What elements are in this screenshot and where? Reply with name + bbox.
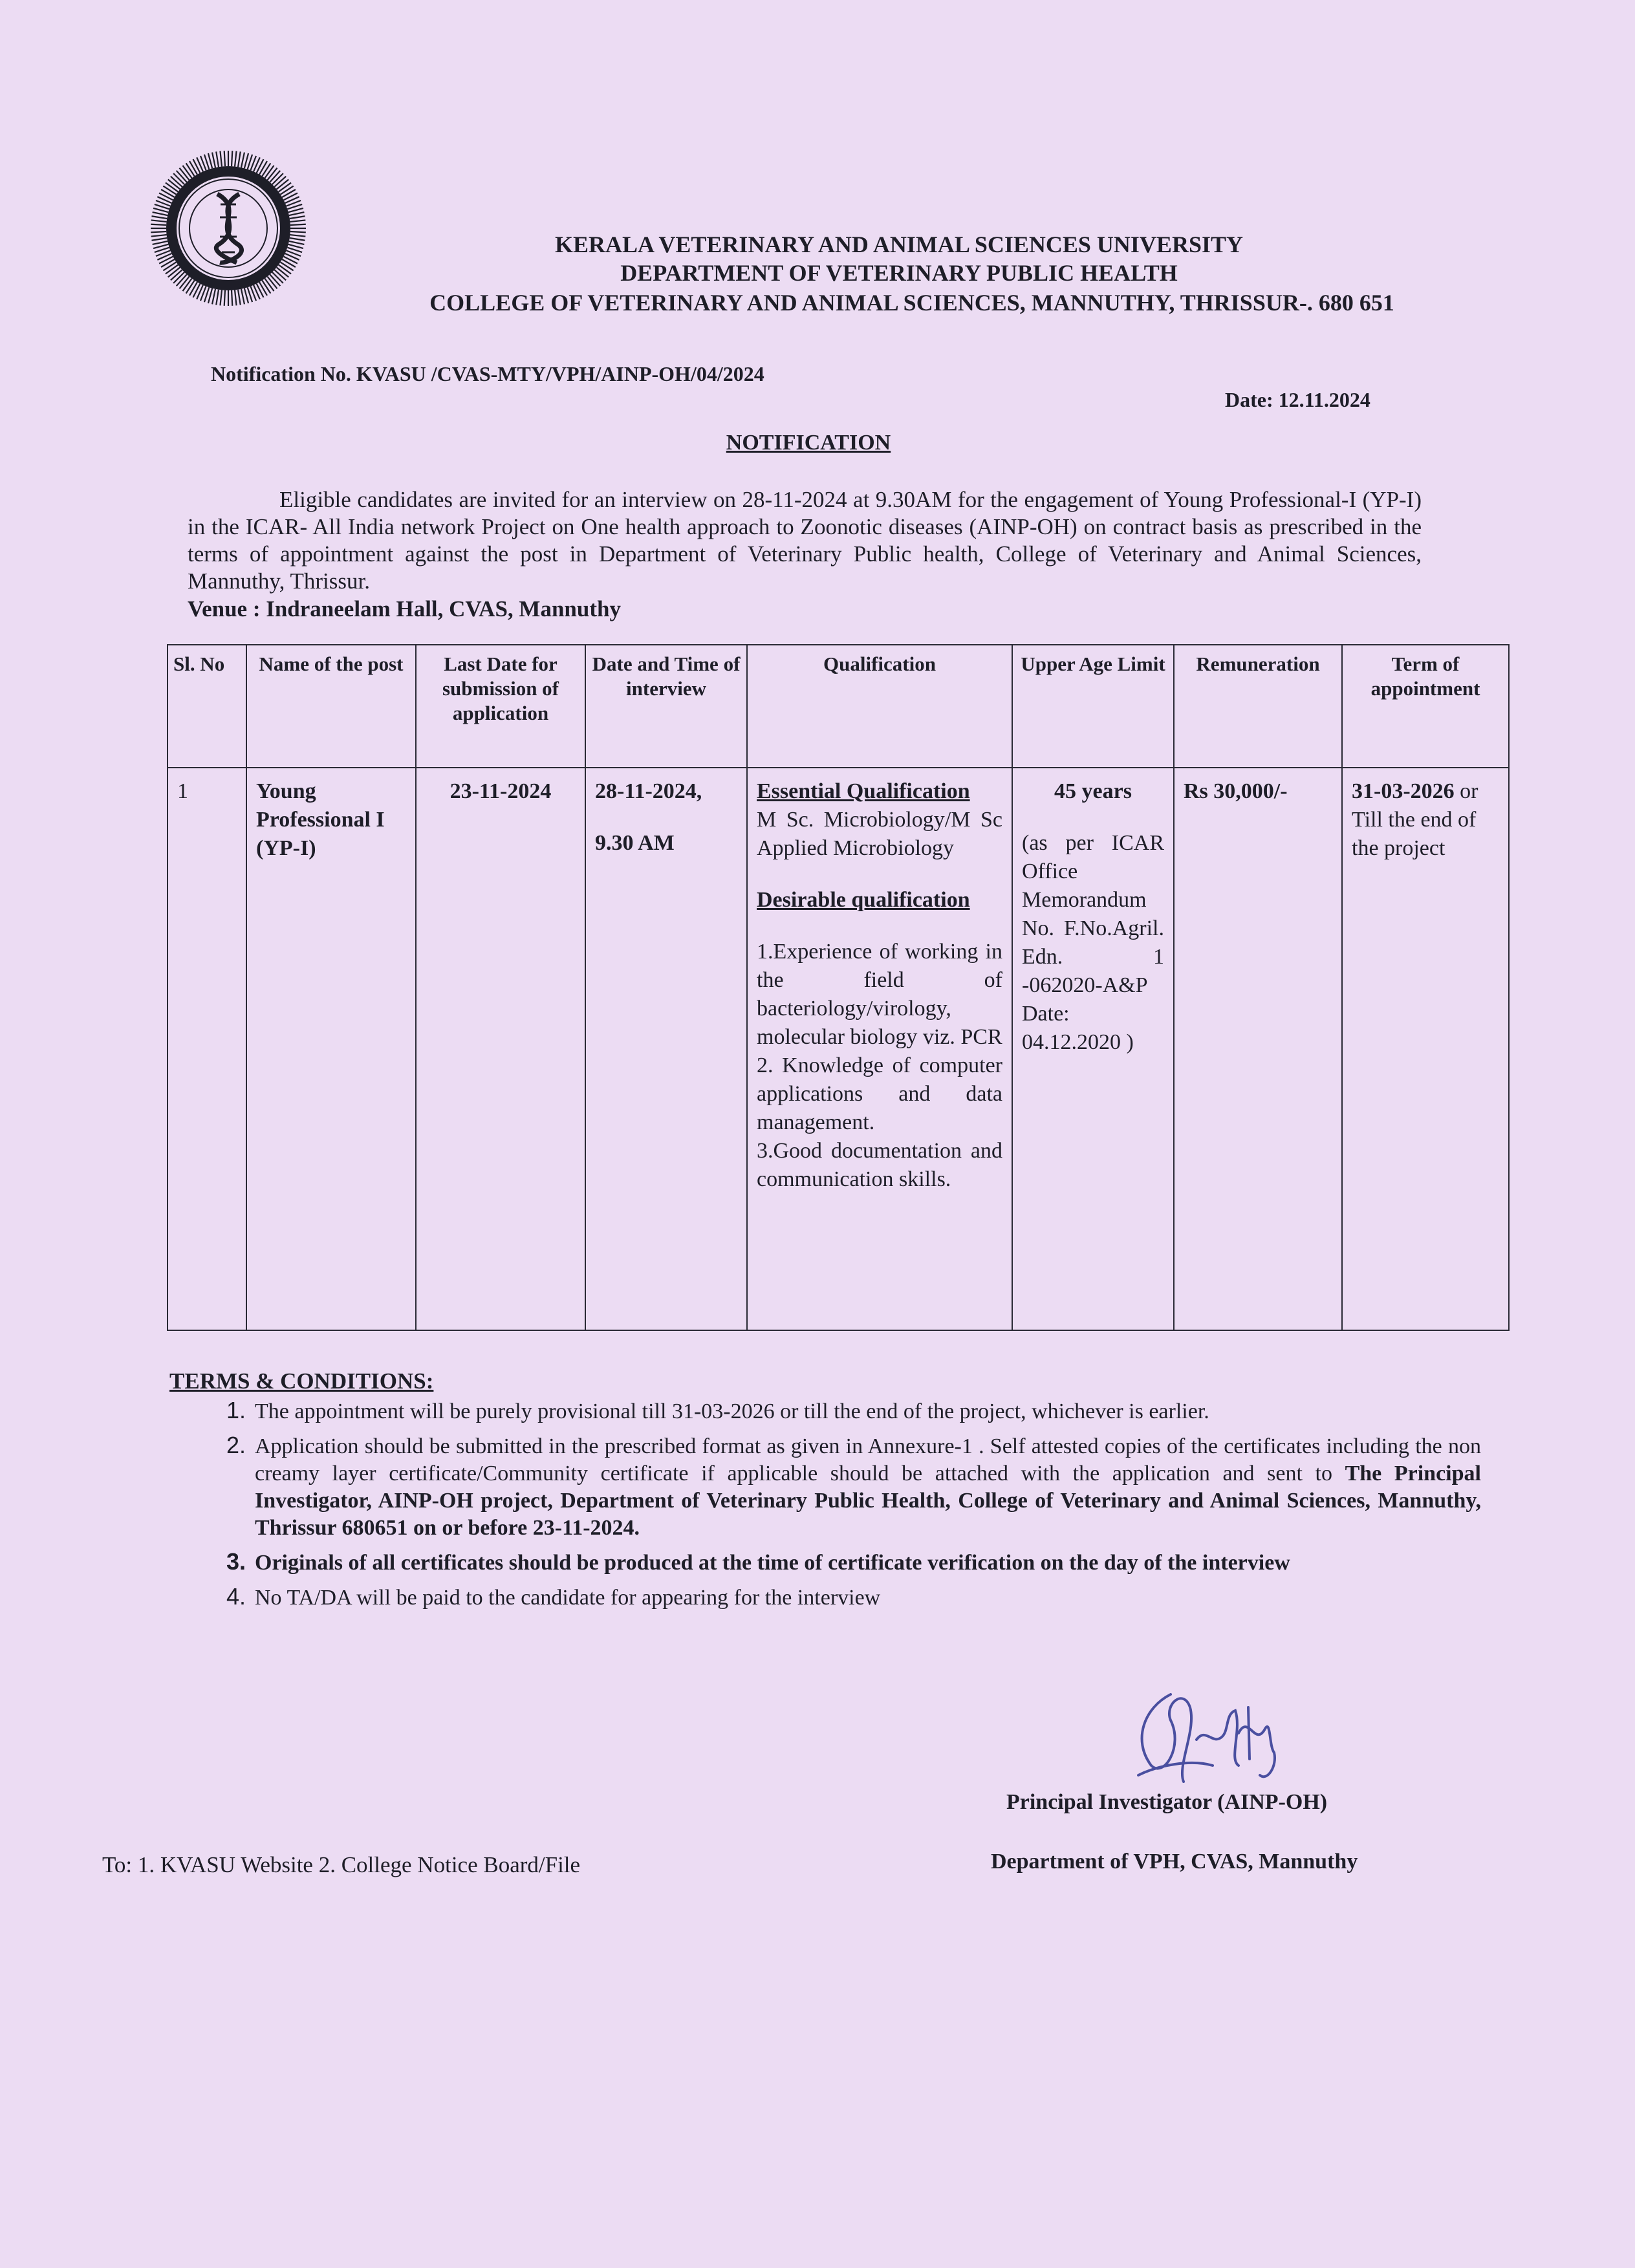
header-slno: Sl. No <box>168 645 246 768</box>
interview-date: 28-11-2024, <box>595 779 702 803</box>
cell-slno: 1 <box>168 768 246 1330</box>
cell-interview <box>585 768 747 1330</box>
university-name: KERALA VETERINARY AND ANIMAL SCIENCES UNIVERSITY <box>555 232 1243 257</box>
term-date: 31-03-2026 <box>1352 779 1455 803</box>
cell-last-date: 23-11-2024 <box>416 768 585 1330</box>
header-interview: Date and Time of interview <box>585 645 747 768</box>
essential-label: Essential Qualification <box>757 779 970 803</box>
college-address: COLLEGE OF VETERINARY AND ANIMAL SCIENCES, MANNUTHY, THRISSUR-. 680 651 <box>429 290 1394 316</box>
table-row <box>168 768 1509 1330</box>
table-header-row <box>168 645 1509 768</box>
term-rest: or Till the end of the project <box>1352 779 1478 860</box>
venue-line <box>188 596 621 622</box>
cell-qualification <box>747 768 1012 1330</box>
header-qualification: Qualification <box>747 645 1012 768</box>
term-2-address: The Principal Investigator, AINP-OH project, Department of Veterinary Public Health, College of Veterinary and Animal Sciences, Mannuthy, Thrissur 680651 on or before 23-11-2024. <box>255 1462 1481 1540</box>
term-item-1: 1. The appointment will be purely provisional till 31-03-2026 or till the end of the project, whichever is earlier. <box>252 1397 1481 1425</box>
header-post: Name of the post <box>246 645 416 768</box>
age-value: 45 years <box>1054 779 1132 803</box>
term-item-3: 3. Originals of all certificates should be produced at the time of certificate verification on the day of the interview <box>252 1548 1481 1577</box>
distribution-list: To: 1. KVASU Website 2. College Notice Board/File <box>102 1852 581 1877</box>
venue-label: Venue : <box>188 596 261 621</box>
essential-text: M Sc. Microbiology/M Sc Applied Microbiology <box>757 808 1002 860</box>
cell-remuneration: Rs 30,000/- <box>1174 768 1342 1330</box>
terms-heading: TERMS & CONDITIONS: <box>169 1368 434 1394</box>
desirable-item-2: 2. Knowledge of computer applications and data management. <box>757 1053 1002 1134</box>
header-last-date: Last Date for submission of application <box>416 645 585 768</box>
notification-number: Notification No. KVASU /CVAS-MTY/VPH/AINP-OH/04/2024 <box>211 362 764 385</box>
header-age: Upper Age Limit <box>1012 645 1174 768</box>
notification-date: Date: 12.11.2024 <box>1225 388 1370 411</box>
age-note: (as per ICAR Office Memorandum No. F.No.Agril. Edn. 1 -062020-A&P Date: 04.12.2020 ) <box>1022 831 1164 1054</box>
term-item-2 <box>252 1432 1481 1542</box>
desirable-item-1: 1.Experience of working in the field of bacteriology/virology, molecular biology viz. PCR <box>757 940 1002 1049</box>
intro-paragraph: Eligible candidates are invited for an interview on 28-11-2024 at 9.30AM for the engagement of Young Professional-I (YP-I) in the ICAR- All India network Project on One health approach to Zoonotic diseases (AINP-OH) on contract basis as prescribed in the terms of appointment against the post in Department of Veterinary Public health, College of Veterinary and Animal Sciences, Mannuthy, Thrissur. <box>188 487 1422 594</box>
handwritten-signature <box>1099 1669 1294 1791</box>
header-term: Term of appointment <box>1342 645 1509 768</box>
desirable-item-3: 3.Good documentation and communication skills. <box>757 1139 1002 1191</box>
signatory-title: Principal Investigator (AINP-OH) <box>1006 1790 1328 1814</box>
terms-list <box>188 1397 1481 1618</box>
signatory-department: Department of VPH, CVAS, Mannuthy <box>991 1850 1358 1874</box>
vacancy-table <box>167 644 1510 1331</box>
department-name: DEPARTMENT OF VETERINARY PUBLIC HEALTH <box>620 260 1178 286</box>
interview-time: 9.30 AM <box>595 831 675 855</box>
cell-term <box>1342 768 1509 1330</box>
venue-value: Indraneelam Hall, CVAS, Mannuthy <box>266 596 621 621</box>
term-2-text: Application should be submitted in the prescribed format as given in Annexure-1 . Self attested copies of the certificates including the non creamy layer certificate/Community certificate if applicable should be attached with the application and sent to <box>255 1434 1481 1485</box>
term-item-4: 4. No TA/DA will be paid to the candidate for appearing for the interview <box>252 1583 1481 1612</box>
cell-age <box>1012 768 1174 1330</box>
cell-post: Young Professional I (YP-I) <box>246 768 416 1330</box>
header-remuneration: Remuneration <box>1174 645 1342 768</box>
page-title: NOTIFICATION <box>726 431 891 455</box>
university-seal-logo <box>147 147 309 309</box>
desirable-label: Desirable qualification <box>757 888 970 912</box>
